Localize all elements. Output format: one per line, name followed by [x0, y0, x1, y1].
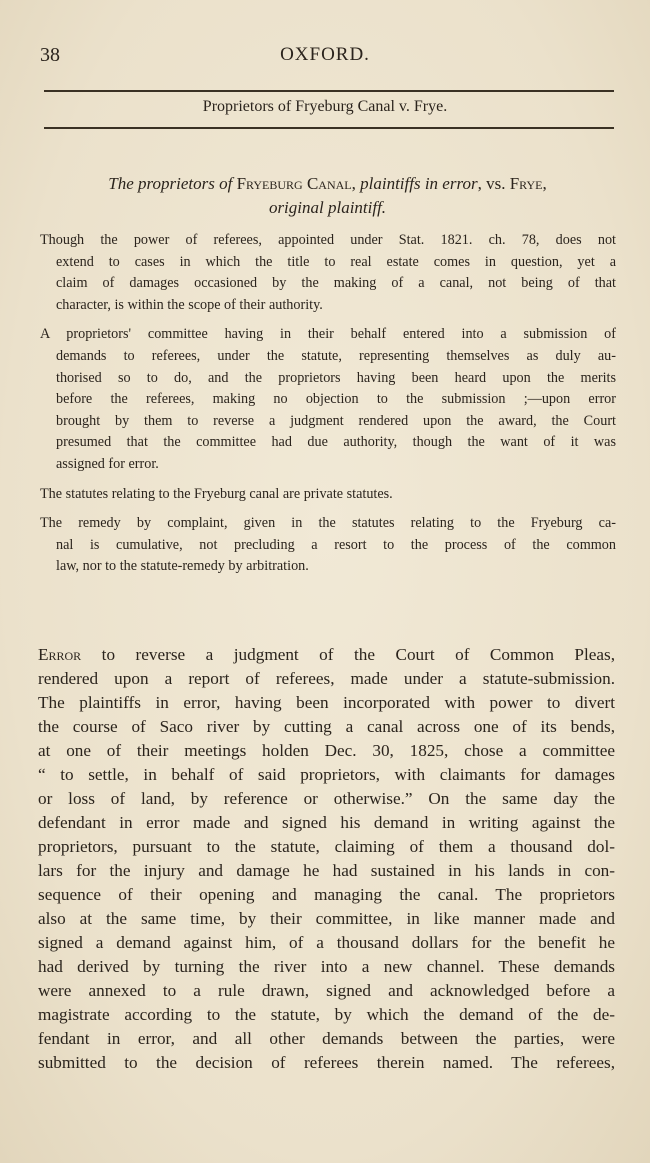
body-line: also at the same time, by their committee, in like manner made and — [38, 909, 615, 928]
headnotes — [40, 230, 616, 586]
first-word: Error — [38, 645, 82, 664]
body-line: were annexed to a rule drawn, signed and acknowledged before a — [38, 981, 615, 1000]
caption-line-2: original plaintiff. — [268, 198, 387, 217]
headnote-line: presumed that the committee had due authority, though the want of it was — [56, 434, 616, 451]
bottom-rule — [44, 127, 614, 129]
headnote-line: A proprietors' committee having in their behalf entered into a submission of — [40, 326, 616, 343]
headnote-line: The remedy by complaint, given in the statutes relating to the Fryeburg ca- — [40, 515, 616, 532]
headnote — [40, 484, 616, 506]
running-head: OXFORD. — [280, 44, 370, 65]
headnote-line: law, nor to the statute-remedy by arbitration. — [56, 558, 309, 575]
body-line: The plaintiffs in error, having been incorporated with power to divert — [38, 693, 615, 712]
body-line: the course of Saco river by cutting a canal across one of its bends, — [38, 717, 615, 736]
body-line: proprietors, pursuant to the statute, claiming of them a thousand dol- — [38, 837, 615, 856]
body-line: rendered upon a report of referees, made under a statute-submission. — [38, 669, 615, 688]
body-line: “ to settle, in behalf of said proprietors, with claimants for damages — [38, 765, 615, 784]
body-line: submitted to the decision of referees therein named. The referees, — [38, 1053, 615, 1072]
caption-line-1 — [40, 172, 615, 196]
caption-segment: The proprietors — [108, 174, 220, 193]
caption-segment: , — [351, 174, 361, 193]
headnote-line: demands to referees, under the statute, representing themselves as duly au- — [56, 347, 616, 364]
caption-segment: plaintiffs in error — [360, 174, 478, 193]
body-line: magistrate according to the statute, by which the demand of the de- — [38, 1005, 615, 1024]
page-number: 38 — [40, 44, 60, 66]
headnote-line: before the referees, making no objection to the submission ;—upon error — [56, 391, 616, 408]
body-line: sequence of their opening and managing the canal. The proprietors — [38, 885, 615, 904]
body-line: Error to reverse a judgment of the Court of Common Pleas, — [38, 645, 615, 664]
headnote-line: nal is cumulative, not precluding a resort to the process of the common — [56, 536, 616, 553]
headnote-line: The statutes relating to the Fryeburg canal are private statutes. — [40, 485, 393, 502]
headnote-line: assigned for error. — [56, 455, 159, 472]
headnote-line: thorised so to do, and the proprietors having been heard upon the merits — [56, 369, 616, 386]
headnote-line: claim of damages occasioned by the making of a canal, not being of that — [56, 275, 616, 292]
headnote-line: character, is within the scope of their authority. — [56, 296, 323, 313]
caption-segment: , vs. — [477, 174, 510, 193]
body-line: lars for the injury and damage he had sustained in his lands in con- — [38, 861, 615, 880]
caption-segment: , — [542, 174, 547, 193]
headnote-line: brought by them to reverse a judgment rendered upon the award, the Court — [56, 412, 616, 429]
headnote — [40, 230, 616, 316]
body-line: signed a demand against him, of a thousand dollars for the benefit he — [38, 933, 615, 952]
case-reference: Proprietors of Fryeburg Canal v. Frye. — [202, 98, 448, 115]
caption-segment: of — [219, 174, 237, 193]
body-line: defendant in error made and signed his demand in writing against the — [38, 813, 615, 832]
headnote — [40, 324, 616, 475]
caption-segment: Frye — [509, 174, 543, 193]
body-line: had derived by turning the river into a new channel. These demands — [38, 957, 615, 976]
top-rule — [44, 90, 614, 92]
headnote — [40, 513, 616, 578]
caption-segment: Fryeburg Canal — [236, 174, 352, 193]
headnote-line: Though the power of referees, appointed under Stat. 1821. ch. 78, does not — [40, 232, 616, 248]
body-line: fendant in error, and all other demands between the parties, were — [38, 1029, 615, 1048]
headnote-line: extend to cases in which the title to real estate comes in question, yet a — [56, 253, 616, 270]
case-caption — [40, 172, 615, 220]
body-line: at one of their meetings holden Dec. 30, 1825, chose a committee — [38, 741, 615, 760]
body-line: or loss of land, by reference or otherwise.” On the same day the — [38, 789, 615, 808]
body-text — [38, 643, 615, 1075]
